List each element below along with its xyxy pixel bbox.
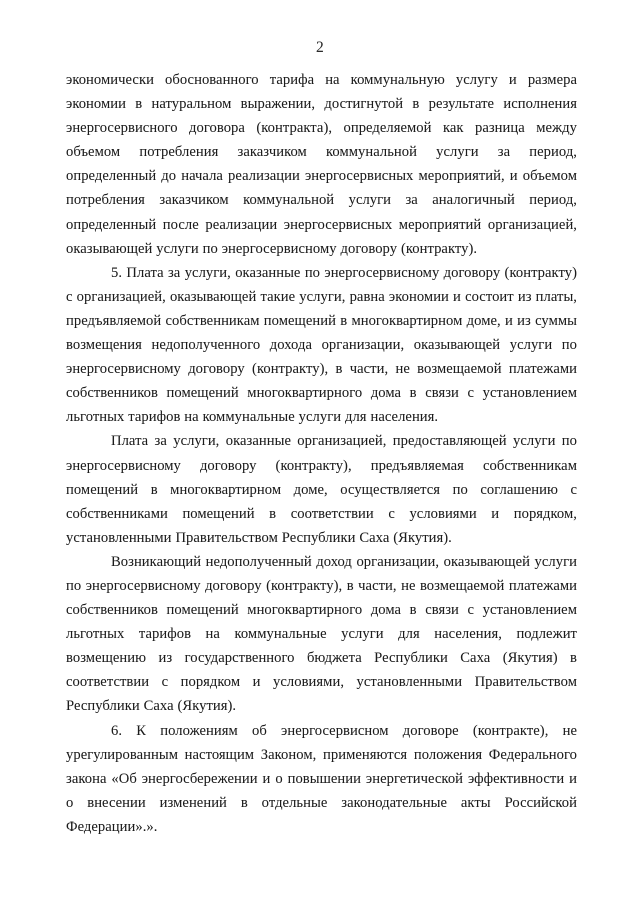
page-number: 2 — [316, 39, 324, 56]
paragraph-continuation: экономически обоснованного тарифа на коммунальную услугу и размера экономии в натуральном выражении, достигнутой в результате исполнения энергосервисного договора (контракта), определяемой как разница между объемом потребления заказчиком коммунальной услуги за период, определенный до начала реализации энергосервисных мероприятий, и объемом потребления заказчиком коммунальной услуги за аналогичный период, определенный после реализации энергосервисных мероприятий организацией, оказывающей услуги по энергосервисному договору (контракту). — [66, 72, 577, 257]
paragraph-payment-agreement: Плата за услуги, оказанные организацией, предоставляющей услуги по энергосервисному договору (контракту), предъявляемая собственникам помещений в многоквартирном доме, осуществляется по соглашению с собственниками помещений в соответствии с условиями и порядком, установленными Правительством Республики Саха (Якутия). — [66, 433, 577, 546]
paragraph-item-6: 6. К положениям об энергосервисном договоре (контракте), не урегулированным настоящим Законом, применяются положения Федерального закона «Об энергосбережении и о повышении энергетической эффективности и о внесении изменений в отдельные законодательные акты Российской Федерации».». — [66, 722, 577, 835]
document-body — [66, 68, 577, 839]
paragraph-lost-income: Возникающий недополученный доход организации, оказывающей услуги по энергосервисному договору (контракту), в части, не возмещаемой платежами собственников помещений многоквартирного дома в связи с установлением льготных тарифов на коммунальные услуги для населения, подлежит возмещению из государственного бюджета Республики Саха (Якутия) в соответствии с порядком и условиями, установленными Правительством Республики Саха (Якутия). — [66, 553, 577, 715]
paragraph-item-5: 5. Плата за услуги, оказанные по энергосервисному договору (контракту) с организацией, оказывающей такие услуги, равна экономии и состоит из платы, предъявляемой собственникам помещений в многоквартирном доме, и из суммы возмещения недополученного дохода организации, оказывающей услуги по энергосервисному договору (контракту), в части, не возмещаемой платежами собственников помещений многоквартирного дома в связи с установлением льготных тарифов на коммунальные услуги для населения. — [66, 264, 577, 426]
